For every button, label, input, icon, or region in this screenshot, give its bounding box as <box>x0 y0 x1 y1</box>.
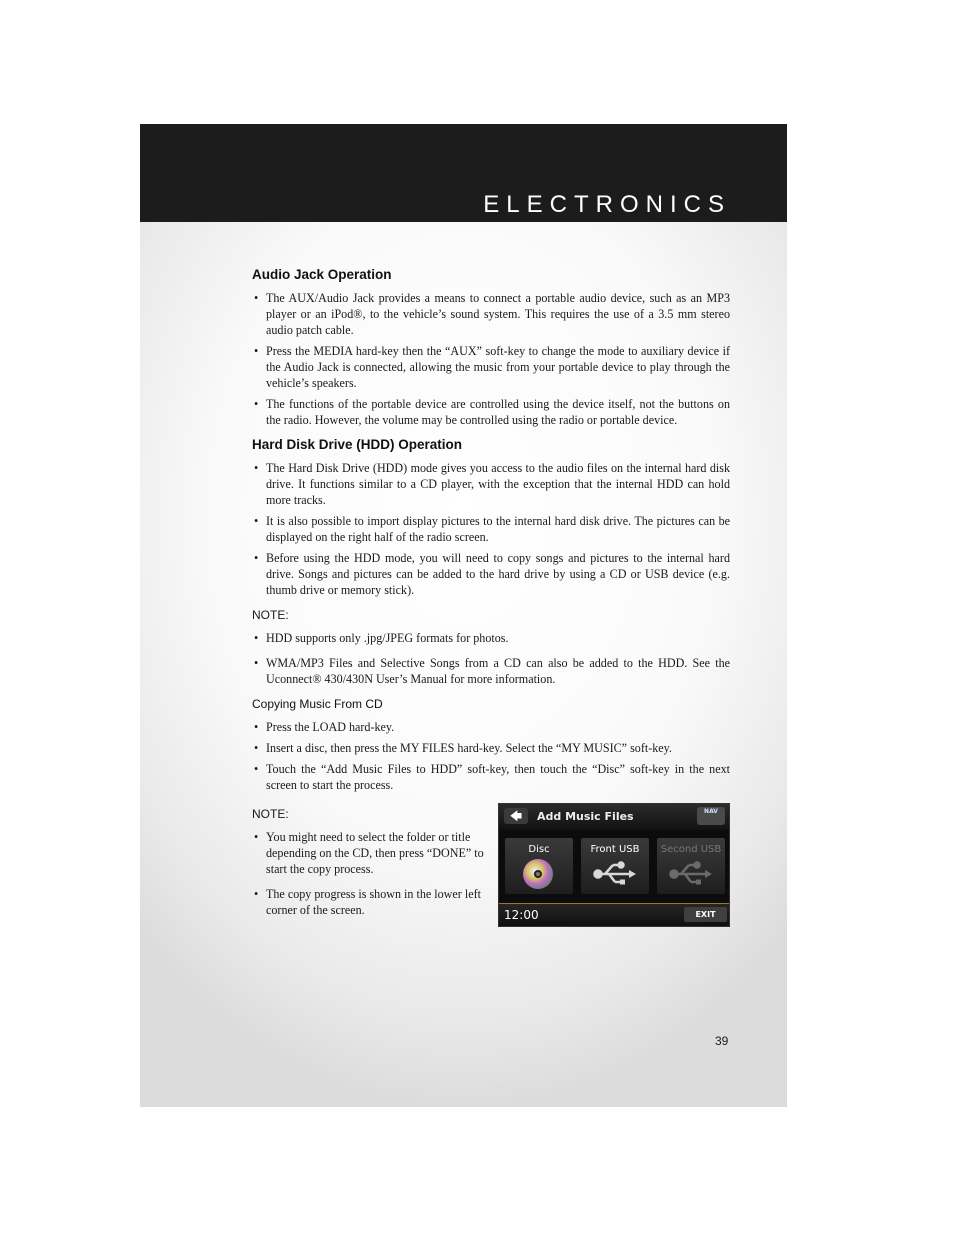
nav-badge-label: NAV <box>704 808 718 815</box>
heading-audio-jack: Audio Jack Operation <box>252 267 392 282</box>
disc-icon <box>519 857 557 891</box>
note-with-screen <box>252 798 730 927</box>
screen-status-bar <box>499 903 729 926</box>
heading-hdd: Hard Disk Drive (HDD) Operation <box>252 437 463 452</box>
copying-notes <box>252 798 486 923</box>
usb-icon <box>669 860 713 888</box>
clock: 12:00 <box>504 908 539 922</box>
list-item: • It is also possible to import display pictures to the internal hard disk drive. The pictures can be displayed on the right half of the radio screen. <box>252 513 730 545</box>
radio-screen <box>498 803 730 927</box>
list-item: • HDD supports only .jpg/JPEG formats for photos. <box>252 630 730 646</box>
hdd-note-list <box>252 630 730 687</box>
page-content <box>252 267 730 927</box>
manual-page <box>140 124 787 1107</box>
page-number: 39 <box>715 1034 729 1048</box>
list-item: • The functions of the portable device are controlled using the device itself, not the buttons on the radio. However, the volume may be controlled using the radio or portable device. <box>252 396 730 428</box>
list-item: • The AUX/Audio Jack provides a means to connect a portable audio device, such as an MP3 player or an iPod®, to the vehicle’s sound system. This requires the use of a 3.5 mm stereo audio patch cable. <box>252 290 730 338</box>
list-item: • Press the LOAD hard-key. <box>252 719 730 735</box>
note-label: NOTE: <box>252 807 289 821</box>
audio-jack-list <box>252 290 730 428</box>
copying-list <box>252 719 730 793</box>
list-item: • Insert a disc, then press the MY FILES hard-key. Select the “MY MUSIC” soft-key. <box>252 740 730 756</box>
nav-badge[interactable] <box>697 807 725 825</box>
list-item: • Touch the “Add Music Files to HDD” soft-key, then touch the “Disc” soft-key in the next screen to start the process. <box>252 761 730 793</box>
tile-label: Disc <box>528 844 550 855</box>
screen-title: Add Music Files <box>537 810 634 823</box>
second-usb-soft-key[interactable] <box>657 838 725 894</box>
screen-title-bar <box>499 804 729 830</box>
back-arrow-icon[interactable]: 🡄 <box>504 808 528 824</box>
list-item: • WMA/MP3 Files and Selective Songs from a CD can also be added to the HDD. See the Uconnect® 430/430N User’s Manual for more information. <box>252 655 730 687</box>
hdd-list <box>252 460 730 598</box>
list-item: • The Hard Disk Drive (HDD) mode gives you access to the audio files on the internal hard disk drive. It functions similar to a CD player, with the exception that the internal HDD can hold more tracks. <box>252 460 730 508</box>
tile-label: Front USB <box>590 844 640 855</box>
list-item: • Before using the HDD mode, you will need to copy songs and pictures to the internal hard drive. Songs and pictures can be added to the hard drive by using a CD or USB device (e.g. thumb drive or memory stick). <box>252 550 730 598</box>
section-title: ELECTRONICS <box>483 191 731 218</box>
list-item: • The copy progress is shown in the lower left corner of the screen. <box>252 886 486 918</box>
front-usb-soft-key[interactable] <box>581 838 649 894</box>
exit-button[interactable]: EXIT <box>684 907 727 922</box>
usb-icon <box>593 860 637 888</box>
header-band <box>140 124 787 222</box>
list-item: • You might need to select the folder or title depending on the CD, then press “DONE” to start the copy process. <box>252 829 486 877</box>
copying-note-list <box>252 829 486 918</box>
note-label: NOTE: <box>252 608 289 622</box>
heading-copying: Copying Music From CD <box>252 697 383 711</box>
tile-label: Second USB <box>660 844 722 855</box>
disc-soft-key[interactable] <box>505 838 573 894</box>
list-item: • Press the MEDIA hard-key then the “AUX” soft-key to change the mode to auxiliary device if the Audio Jack is connected, allowing the music from your portable device to play through the vehicle’s speakers. <box>252 343 730 391</box>
